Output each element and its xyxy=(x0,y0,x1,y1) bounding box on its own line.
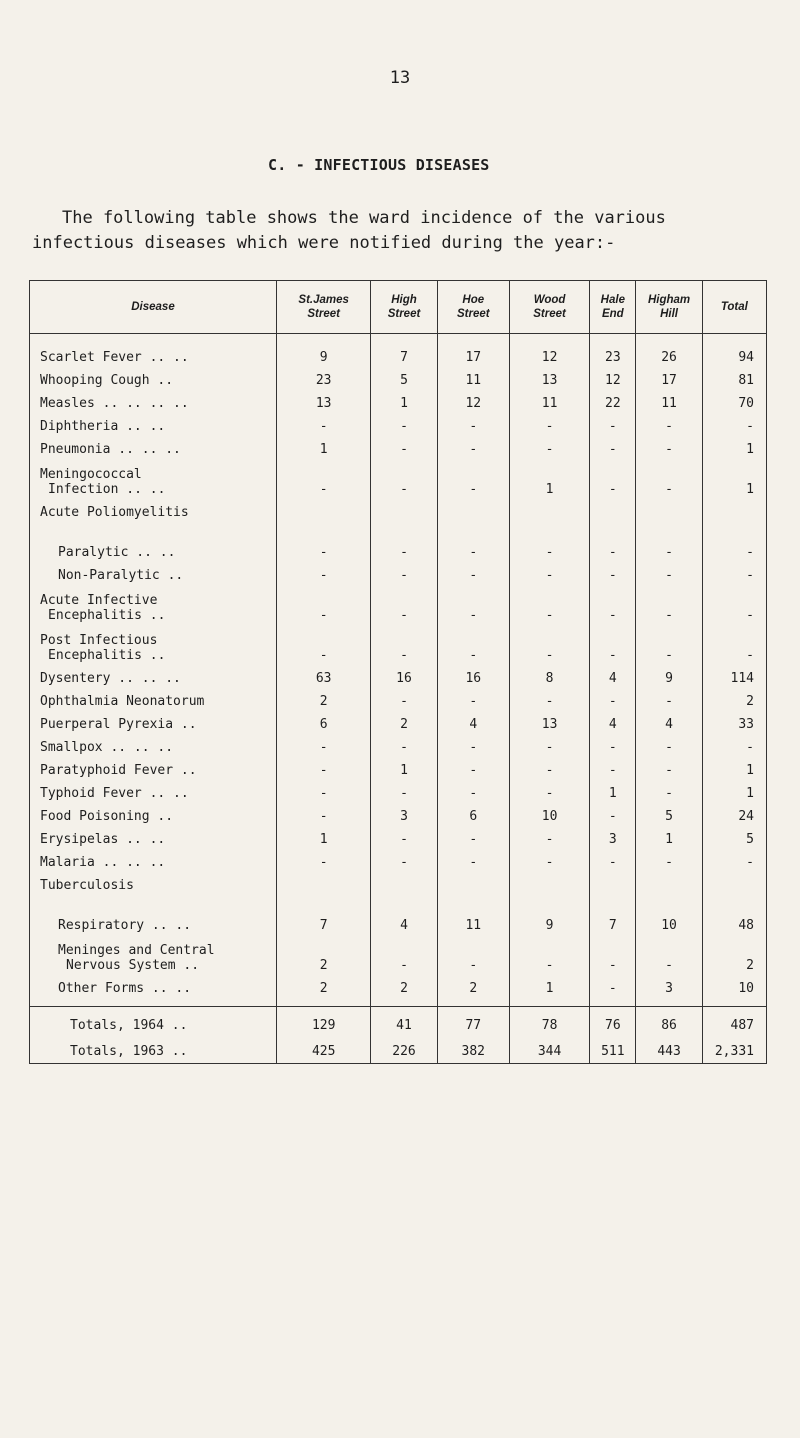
cell-high-street: 2 xyxy=(371,709,437,732)
header-wood-street: Wood Street xyxy=(509,281,589,334)
row-label: Food Poisoning .. xyxy=(30,801,277,824)
cell-hoe-street: - xyxy=(437,732,509,755)
cell-higham-hill: 11 xyxy=(636,388,702,411)
totals-row-1964 xyxy=(30,1007,767,1034)
cell-high-street: - xyxy=(371,411,437,434)
cell-total: 1 xyxy=(702,457,766,497)
cell-hale-end: - xyxy=(590,755,636,778)
table-row xyxy=(30,663,767,686)
cell-high-street: 1 xyxy=(371,388,437,411)
cell-high-street xyxy=(371,870,437,893)
table-row xyxy=(30,824,767,847)
row-label: Puerperal Pyrexia .. xyxy=(30,709,277,732)
cell-hale-end: 22 xyxy=(590,388,636,411)
cell-hale-end: 76 xyxy=(590,1007,636,1034)
cell-wood-street: 13 xyxy=(509,365,589,388)
table-row xyxy=(30,973,767,1007)
cell-hoe-street: - xyxy=(437,755,509,778)
cell-hoe-street: - xyxy=(437,933,509,973)
cell-total: 94 xyxy=(702,334,766,366)
cell-total: 2,331 xyxy=(702,1033,766,1064)
cell-st-james-street: 7 xyxy=(277,893,371,933)
cell-st-james-street xyxy=(277,870,371,893)
cell-st-james-street: 2 xyxy=(277,686,371,709)
table-row xyxy=(30,560,767,583)
cell-total xyxy=(702,497,766,520)
cell-higham-hill: 3 xyxy=(636,973,702,1007)
cell-total xyxy=(702,870,766,893)
table-row xyxy=(30,434,767,457)
cell-total: - xyxy=(702,520,766,560)
cell-wood-street: - xyxy=(509,732,589,755)
cell-high-street: - xyxy=(371,824,437,847)
cell-wood-street: 1 xyxy=(509,457,589,497)
cell-wood-street: 9 xyxy=(509,893,589,933)
cell-wood-street: - xyxy=(509,583,589,623)
cell-hale-end: - xyxy=(590,801,636,824)
row-label: Acute Infective Encephalitis .. xyxy=(30,583,277,623)
cell-hoe-street: - xyxy=(437,824,509,847)
cell-high-street: - xyxy=(371,520,437,560)
cell-hoe-street: 6 xyxy=(437,801,509,824)
cell-wood-street: - xyxy=(509,778,589,801)
cell-high-street: - xyxy=(371,778,437,801)
cell-hale-end: 3 xyxy=(590,824,636,847)
table-row xyxy=(30,686,767,709)
intro-line-2: infectious diseases which were notified during the year:- xyxy=(32,233,616,253)
cell-wood-street: 11 xyxy=(509,388,589,411)
cell-hoe-street: - xyxy=(437,457,509,497)
cell-hale-end: 12 xyxy=(590,365,636,388)
cell-higham-hill: - xyxy=(636,847,702,870)
row-label: Non-Paralytic .. xyxy=(30,560,277,583)
row-label: Erysipelas .. .. xyxy=(30,824,277,847)
cell-total: 1 xyxy=(702,755,766,778)
cell-hale-end: 511 xyxy=(590,1033,636,1064)
cell-total: 33 xyxy=(702,709,766,732)
cell-hoe-street xyxy=(437,870,509,893)
cell-higham-hill: - xyxy=(636,560,702,583)
cell-high-street xyxy=(371,497,437,520)
cell-high-street: - xyxy=(371,623,437,663)
table-row xyxy=(30,388,767,411)
cell-high-street: 3 xyxy=(371,801,437,824)
cell-hale-end: 4 xyxy=(590,709,636,732)
cell-hoe-street: - xyxy=(437,560,509,583)
cell-wood-street: - xyxy=(509,933,589,973)
cell-st-james-street xyxy=(277,497,371,520)
cell-wood-street: - xyxy=(509,434,589,457)
cell-high-street: 226 xyxy=(371,1033,437,1064)
row-label: Measles .. .. .. .. xyxy=(30,388,277,411)
cell-hale-end: - xyxy=(590,686,636,709)
cell-higham-hill: 10 xyxy=(636,893,702,933)
cell-higham-hill: - xyxy=(636,434,702,457)
cell-hale-end: - xyxy=(590,411,636,434)
cell-hoe-street: - xyxy=(437,778,509,801)
cell-high-street: - xyxy=(371,583,437,623)
cell-high-street: - xyxy=(371,847,437,870)
table-row xyxy=(30,870,767,893)
cell-higham-hill: - xyxy=(636,686,702,709)
cell-hoe-street: - xyxy=(437,686,509,709)
row-label: Respiratory .. .. xyxy=(30,893,277,933)
table-row xyxy=(30,497,767,520)
cell-hoe-street: 77 xyxy=(437,1007,509,1034)
cell-high-street: 1 xyxy=(371,755,437,778)
table-row xyxy=(30,583,767,623)
cell-hale-end: 1 xyxy=(590,778,636,801)
cell-hale-end: - xyxy=(590,973,636,1007)
cell-st-james-street: - xyxy=(277,623,371,663)
cell-hale-end xyxy=(590,870,636,893)
table-row xyxy=(30,778,767,801)
intro-line-1: The following table shows the ward incidence of the various xyxy=(62,208,666,228)
cell-total: - xyxy=(702,583,766,623)
cell-total: - xyxy=(702,732,766,755)
table-row xyxy=(30,411,767,434)
table-row xyxy=(30,334,767,366)
cell-st-james-street: - xyxy=(277,778,371,801)
totals-row-1963 xyxy=(30,1033,767,1064)
header-hale-end: Hale End xyxy=(590,281,636,334)
cell-wood-street: - xyxy=(509,411,589,434)
cell-st-james-street: 425 xyxy=(277,1033,371,1064)
cell-higham-hill: - xyxy=(636,778,702,801)
cell-st-james-street: 2 xyxy=(277,973,371,1007)
cell-wood-street: 10 xyxy=(509,801,589,824)
section-title: C. - INFECTIOUS DISEASES xyxy=(268,156,490,174)
cell-wood-street: - xyxy=(509,686,589,709)
table-row xyxy=(30,709,767,732)
cell-st-james-street: 2 xyxy=(277,933,371,973)
row-label: Post Infectious Encephalitis .. xyxy=(30,623,277,663)
cell-higham-hill: 9 xyxy=(636,663,702,686)
cell-higham-hill: - xyxy=(636,933,702,973)
cell-wood-street: 8 xyxy=(509,663,589,686)
cell-wood-street: 78 xyxy=(509,1007,589,1034)
row-label: Typhoid Fever .. .. xyxy=(30,778,277,801)
row-label: Paralytic .. .. xyxy=(30,520,277,560)
header-higham-hill: Higham Hill xyxy=(636,281,702,334)
cell-high-street: 4 xyxy=(371,893,437,933)
cell-hale-end: 7 xyxy=(590,893,636,933)
table-row xyxy=(30,732,767,755)
cell-wood-street: - xyxy=(509,824,589,847)
cell-higham-hill: 443 xyxy=(636,1033,702,1064)
cell-wood-street xyxy=(509,870,589,893)
cell-hale-end: - xyxy=(590,457,636,497)
cell-high-street: 5 xyxy=(371,365,437,388)
cell-high-street: - xyxy=(371,560,437,583)
cell-total: 81 xyxy=(702,365,766,388)
cell-hoe-street: 2 xyxy=(437,973,509,1007)
cell-hoe-street: - xyxy=(437,583,509,623)
cell-total: 114 xyxy=(702,663,766,686)
cell-st-james-street: - xyxy=(277,847,371,870)
cell-st-james-street: 6 xyxy=(277,709,371,732)
cell-high-street: - xyxy=(371,434,437,457)
cell-total: 70 xyxy=(702,388,766,411)
cell-higham-hill xyxy=(636,497,702,520)
cell-wood-street: - xyxy=(509,560,589,583)
table-row xyxy=(30,457,767,497)
cell-wood-street: - xyxy=(509,520,589,560)
cell-high-street: - xyxy=(371,933,437,973)
header-disease: Disease xyxy=(30,281,277,334)
cell-hale-end: - xyxy=(590,933,636,973)
table-row xyxy=(30,623,767,663)
cell-total: - xyxy=(702,560,766,583)
cell-higham-hill: 26 xyxy=(636,334,702,366)
row-label: Dysentery .. .. .. xyxy=(30,663,277,686)
cell-higham-hill: 86 xyxy=(636,1007,702,1034)
row-label: Ophthalmia Neonatorum xyxy=(30,686,277,709)
row-label: Totals, 1964 .. xyxy=(30,1007,277,1034)
cell-high-street: 16 xyxy=(371,663,437,686)
cell-hoe-street: 382 xyxy=(437,1033,509,1064)
cell-st-james-street: 13 xyxy=(277,388,371,411)
cell-total: 1 xyxy=(702,434,766,457)
cell-st-james-street: - xyxy=(277,732,371,755)
cell-higham-hill: - xyxy=(636,623,702,663)
cell-higham-hill: 17 xyxy=(636,365,702,388)
cell-higham-hill: - xyxy=(636,457,702,497)
cell-hale-end: - xyxy=(590,732,636,755)
header-st-james-street: St.James Street xyxy=(277,281,371,334)
cell-hoe-street: 17 xyxy=(437,334,509,366)
row-label: Smallpox .. .. .. xyxy=(30,732,277,755)
cell-total: - xyxy=(702,623,766,663)
row-label: Pneumonia .. .. .. xyxy=(30,434,277,457)
cell-higham-hill: - xyxy=(636,411,702,434)
table-row xyxy=(30,365,767,388)
cell-hoe-street: - xyxy=(437,434,509,457)
cell-hale-end: 4 xyxy=(590,663,636,686)
cell-hoe-street: - xyxy=(437,623,509,663)
cell-st-james-street: - xyxy=(277,457,371,497)
row-label: Malaria .. .. .. xyxy=(30,847,277,870)
cell-higham-hill: 5 xyxy=(636,801,702,824)
cell-wood-street: 13 xyxy=(509,709,589,732)
row-label: Totals, 1963 .. xyxy=(30,1033,277,1064)
row-label: Diphtheria .. .. xyxy=(30,411,277,434)
cell-higham-hill: - xyxy=(636,755,702,778)
cell-hoe-street: - xyxy=(437,847,509,870)
cell-hoe-street: - xyxy=(437,411,509,434)
row-label: Tuberculosis xyxy=(30,870,277,893)
cell-total: - xyxy=(702,847,766,870)
row-label: Acute Poliomyelitis xyxy=(30,497,277,520)
cell-wood-street: 12 xyxy=(509,334,589,366)
cell-st-james-street: 23 xyxy=(277,365,371,388)
cell-hale-end: - xyxy=(590,623,636,663)
cell-higham-hill: - xyxy=(636,520,702,560)
cell-wood-street: - xyxy=(509,847,589,870)
table-row xyxy=(30,933,767,973)
cell-higham-hill: 4 xyxy=(636,709,702,732)
cell-st-james-street: 129 xyxy=(277,1007,371,1034)
row-label: Meninges and Central Nervous System .. xyxy=(30,933,277,973)
cell-high-street: 7 xyxy=(371,334,437,366)
cell-hale-end xyxy=(590,497,636,520)
cell-high-street: 2 xyxy=(371,973,437,1007)
infectious-disease-table xyxy=(29,280,767,1064)
row-label: Paratyphoid Fever .. xyxy=(30,755,277,778)
cell-hoe-street: 12 xyxy=(437,388,509,411)
cell-hale-end: - xyxy=(590,847,636,870)
table-row xyxy=(30,893,767,933)
cell-higham-hill: - xyxy=(636,732,702,755)
intro-paragraph xyxy=(32,206,772,256)
page-number: 13 xyxy=(389,68,411,88)
cell-total: 48 xyxy=(702,893,766,933)
cell-total: 487 xyxy=(702,1007,766,1034)
cell-st-james-street: 9 xyxy=(277,334,371,366)
cell-hale-end: - xyxy=(590,434,636,457)
row-label: Meningococcal Infection .. .. xyxy=(30,457,277,497)
cell-total: 5 xyxy=(702,824,766,847)
cell-wood-street: 1 xyxy=(509,973,589,1007)
header-hoe-street: Hoe Street xyxy=(437,281,509,334)
cell-hoe-street: 16 xyxy=(437,663,509,686)
cell-st-james-street: - xyxy=(277,520,371,560)
cell-wood-street: - xyxy=(509,755,589,778)
cell-st-james-street: - xyxy=(277,560,371,583)
cell-wood-street: 344 xyxy=(509,1033,589,1064)
cell-st-james-street: 1 xyxy=(277,434,371,457)
cell-st-james-street: - xyxy=(277,755,371,778)
cell-higham-hill: 1 xyxy=(636,824,702,847)
cell-total: 2 xyxy=(702,933,766,973)
row-label: Scarlet Fever .. .. xyxy=(30,334,277,366)
table-row xyxy=(30,520,767,560)
cell-st-james-street: 1 xyxy=(277,824,371,847)
cell-hoe-street: 11 xyxy=(437,893,509,933)
cell-st-james-street: - xyxy=(277,583,371,623)
cell-hoe-street: 11 xyxy=(437,365,509,388)
cell-high-street: - xyxy=(371,686,437,709)
cell-wood-street xyxy=(509,497,589,520)
header-high-street: High Street xyxy=(371,281,437,334)
cell-hale-end: 23 xyxy=(590,334,636,366)
cell-hoe-street: - xyxy=(437,520,509,560)
cell-st-james-street: 63 xyxy=(277,663,371,686)
cell-total: 1 xyxy=(702,778,766,801)
cell-st-james-street: - xyxy=(277,411,371,434)
cell-total: 2 xyxy=(702,686,766,709)
cell-st-james-street: - xyxy=(277,801,371,824)
row-label: Whooping Cough .. xyxy=(30,365,277,388)
cell-total: 10 xyxy=(702,973,766,1007)
table-header-row xyxy=(30,281,767,334)
table-row xyxy=(30,801,767,824)
cell-high-street: - xyxy=(371,732,437,755)
cell-hale-end: - xyxy=(590,560,636,583)
cell-high-street: 41 xyxy=(371,1007,437,1034)
cell-total: - xyxy=(702,411,766,434)
cell-wood-street: - xyxy=(509,623,589,663)
cell-high-street: - xyxy=(371,457,437,497)
cell-hoe-street: 4 xyxy=(437,709,509,732)
cell-hale-end: - xyxy=(590,520,636,560)
cell-hale-end: - xyxy=(590,583,636,623)
table-row xyxy=(30,755,767,778)
cell-higham-hill: - xyxy=(636,583,702,623)
cell-total: 24 xyxy=(702,801,766,824)
cell-higham-hill xyxy=(636,870,702,893)
header-total: Total xyxy=(702,281,766,334)
row-label: Other Forms .. .. xyxy=(30,973,277,1007)
table-row xyxy=(30,847,767,870)
cell-hoe-street xyxy=(437,497,509,520)
